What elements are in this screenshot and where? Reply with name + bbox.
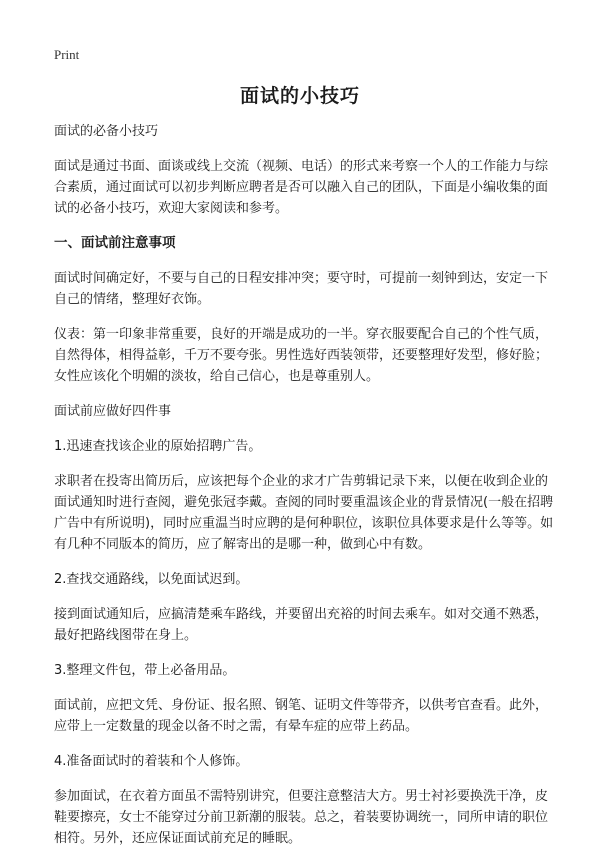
item-2-title: 2.查找交通路线，以免面试迟到。 <box>54 572 249 587</box>
item-2-body: 接到面试通知后，应搞清楚乘车路线，并要留出充裕的时间去乘车。如对交通不熟悉，最好把路线图带在身上。 <box>54 607 549 643</box>
item-3-title: 3.整理文件包，带上必备用品。 <box>54 663 236 678</box>
appearance-paragraph: 仪表：第一印象非常重要，良好的开端是成功的一半。穿衣服要配合自己的个性气质，自然得体，相得益彰，千万不要夸张。男性选好西装领带，还要整理好发型，修好脸；女性应该化个明媚的淡妆，给自己信心，也是尊重别人。 <box>54 327 549 384</box>
document-body <box>54 121 560 849</box>
item-1-body: 求职者在投寄出简历后，应该把每个企业的求才广告剪辑记录下来，以便在收到企业的面试通知时进行查阅，避免张冠李戴。查阅的同时要重温该企业的背景情况(一般在招聘广告中有所说明)，同时应重温当时应聘的是何种职位，该职位具体要求是什么等等。如有几种不同版本的简历，应了解寄出的是哪一种，做到心中有数。 <box>54 474 554 552</box>
item-1-title: 1.迅速查找该企业的原始招聘广告。 <box>54 439 262 454</box>
time-paragraph: 面试时间确定好，不要与自己的日程安排冲突；要守时，可提前一刻钟到达，安定一下自己的情绪，整理好衣饰。 <box>54 271 549 307</box>
subtitle: 面试的必备小技巧 <box>54 124 159 139</box>
page-title: 面试的小技巧 <box>239 85 360 107</box>
item-4-title: 4.准备面试时的着装和个人修饰。 <box>54 754 249 769</box>
item-4-body: 参加面试，在衣着方面虽不需特别讲究，但要注意整洁大方。男士衬衫要换洗干净，皮鞋要擦亮，女士不能穿过分前卫新潮的服装。总之，着装要协调统一，同所申请的职位相符。另外，还应保证面试前充足的睡眠。 <box>54 789 549 846</box>
intro-paragraph: 面试是通过书面、面谈或线上交流（视频、电话）的形式来考察一个人的工作能力与综合素质，通过面试可以初步判断应聘者是否可以融入自己的团队，下面是小编收集的面试的必备小技巧，欢迎大家阅读和参考。 <box>54 159 549 216</box>
item-3-body: 面试前，应把文凭、身份证、报名照、钢笔、证明文件等带齐，以供考官查看。此外，应带上一定数量的现金以备不时之需，有晕车症的应带上药品。 <box>54 698 549 734</box>
section-heading: 一、面试前注意事项 <box>54 235 176 251</box>
four-things-heading: 面试前应做好四件事 <box>54 404 172 419</box>
print-link[interactable]: Print <box>54 47 80 62</box>
